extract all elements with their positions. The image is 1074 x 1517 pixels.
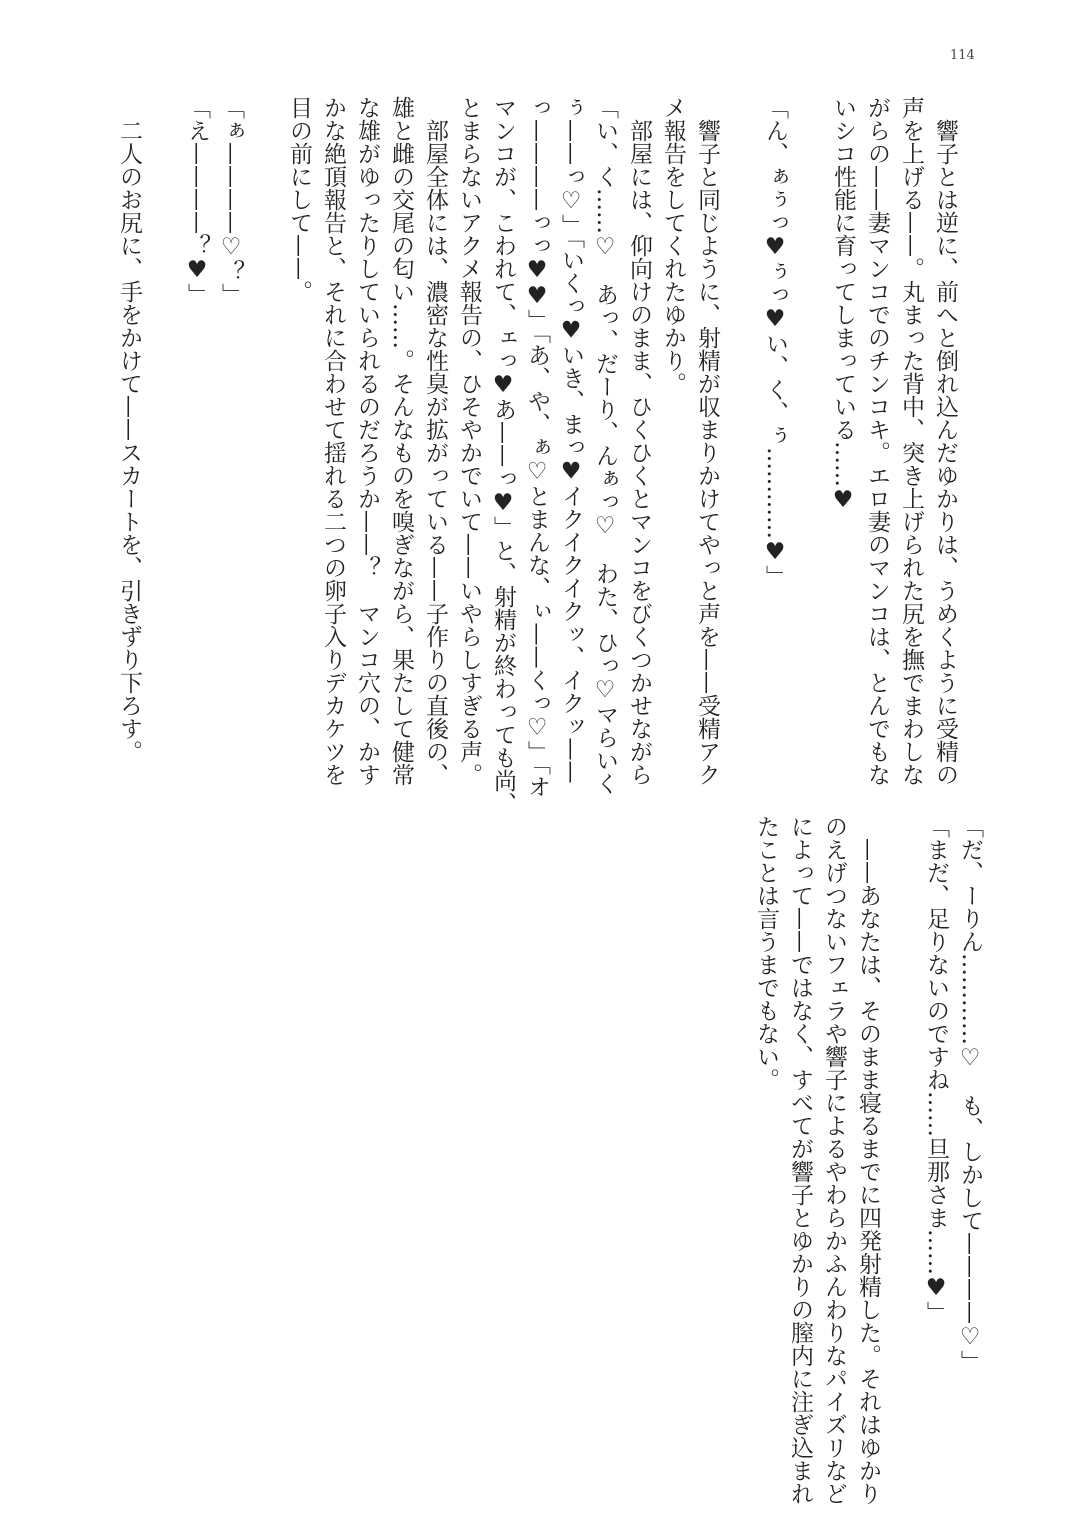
text-column: 「え————？♥」 [184, 96, 210, 306]
text-column: がらの——妻マンコでのチンコキ。エロ妻のマンコは、とんでもな [864, 96, 890, 786]
text-column: によって——ではなく、すべてが響子とゆかりの膣内に注ぎ込まれ [787, 815, 813, 1505]
text-column: 響子とは逆に、前へと倒れ込んだゆかりは、うめくように受精の [932, 96, 958, 786]
text-column: 声を上げる——。丸まった背中、突き上げられた尻を撫でまわしな [898, 96, 924, 786]
text-column: 部屋には、仰向けのまま、ひくひくとマンコをびくつかせながら [626, 96, 652, 786]
text-column: 二人のお尻に、手をかけて——スカートを、引きずり下ろす。 [116, 96, 142, 763]
text-column: ——あなたは、そのまま寝るまでに四発射精した。それはゆかり [855, 815, 881, 1505]
text-column: とまらないアクメ報告の、ひそやかでいて——いやらしすぎる声。 [456, 96, 482, 786]
text-column: 「い、く……♡ あっ、だーり、んぁっ♡ わた、ひっ♡マらいく [592, 96, 618, 795]
text-column: 「ぁ————♡？」 [218, 96, 244, 306]
text-column: かな絶頂報告と、それに合わせて揺れる二つの卵子入りデカケツを [320, 96, 346, 786]
text-column: のえげつないフェラや響子によるやわらかふんわりなパイズリなど [821, 815, 847, 1505]
text-column [885, 815, 919, 1335]
text-column: いシコ性能に育ってしまっている……♥ [830, 96, 856, 513]
text-column [146, 96, 180, 756]
text-column [248, 96, 282, 756]
bottom-text-block [749, 815, 987, 1505]
text-column: メ報告をしてくれたゆかり。 [660, 96, 686, 395]
text-column: 「だ、ーりん…………♡ も、しかして————♡」 [957, 815, 983, 1373]
text-column: 「まだ、足りないのですね……旦那さま……♥」 [923, 815, 949, 1324]
text-column: 響子と同じように、射精が収まりかけてやっと声を——受精アク [694, 96, 720, 786]
text-column: 雄と雌の交尾の匂い……。そんなものを嗅ぎながら、果たして健常 [388, 96, 414, 786]
text-column: な雄がゆったりしていられるのだろうか——？ マンコ穴の、かす [354, 96, 380, 786]
text-column: たことは言うまでもない。 [753, 815, 779, 1091]
text-column: 「ん、ぁぅっ♥ぅっ♥い、く、ぅ…………♥」 [762, 96, 788, 588]
page-number: 114 [950, 48, 975, 63]
text-column: ぅ——っ♡」「いくっ♥いき、まっ♥イクイクイクッ、イクッ—— [558, 96, 584, 784]
text-column: 部屋全体には、濃密な性臭が拡がっている——子作りの直後の、 [422, 96, 448, 786]
text-column: っ————っっ♥♥」「あ、や、ぁ♡とまんな、ぃ——くっ♡」「オ [524, 96, 550, 798]
text-column: マンコが、こわれて、ェっ♥あ——っ♥」と、射精が終わっても尚、 [490, 96, 516, 815]
text-column [792, 96, 826, 756]
text-column [724, 96, 758, 756]
text-column: 目の前にして——。 [286, 96, 312, 303]
top-text-block [112, 96, 962, 815]
